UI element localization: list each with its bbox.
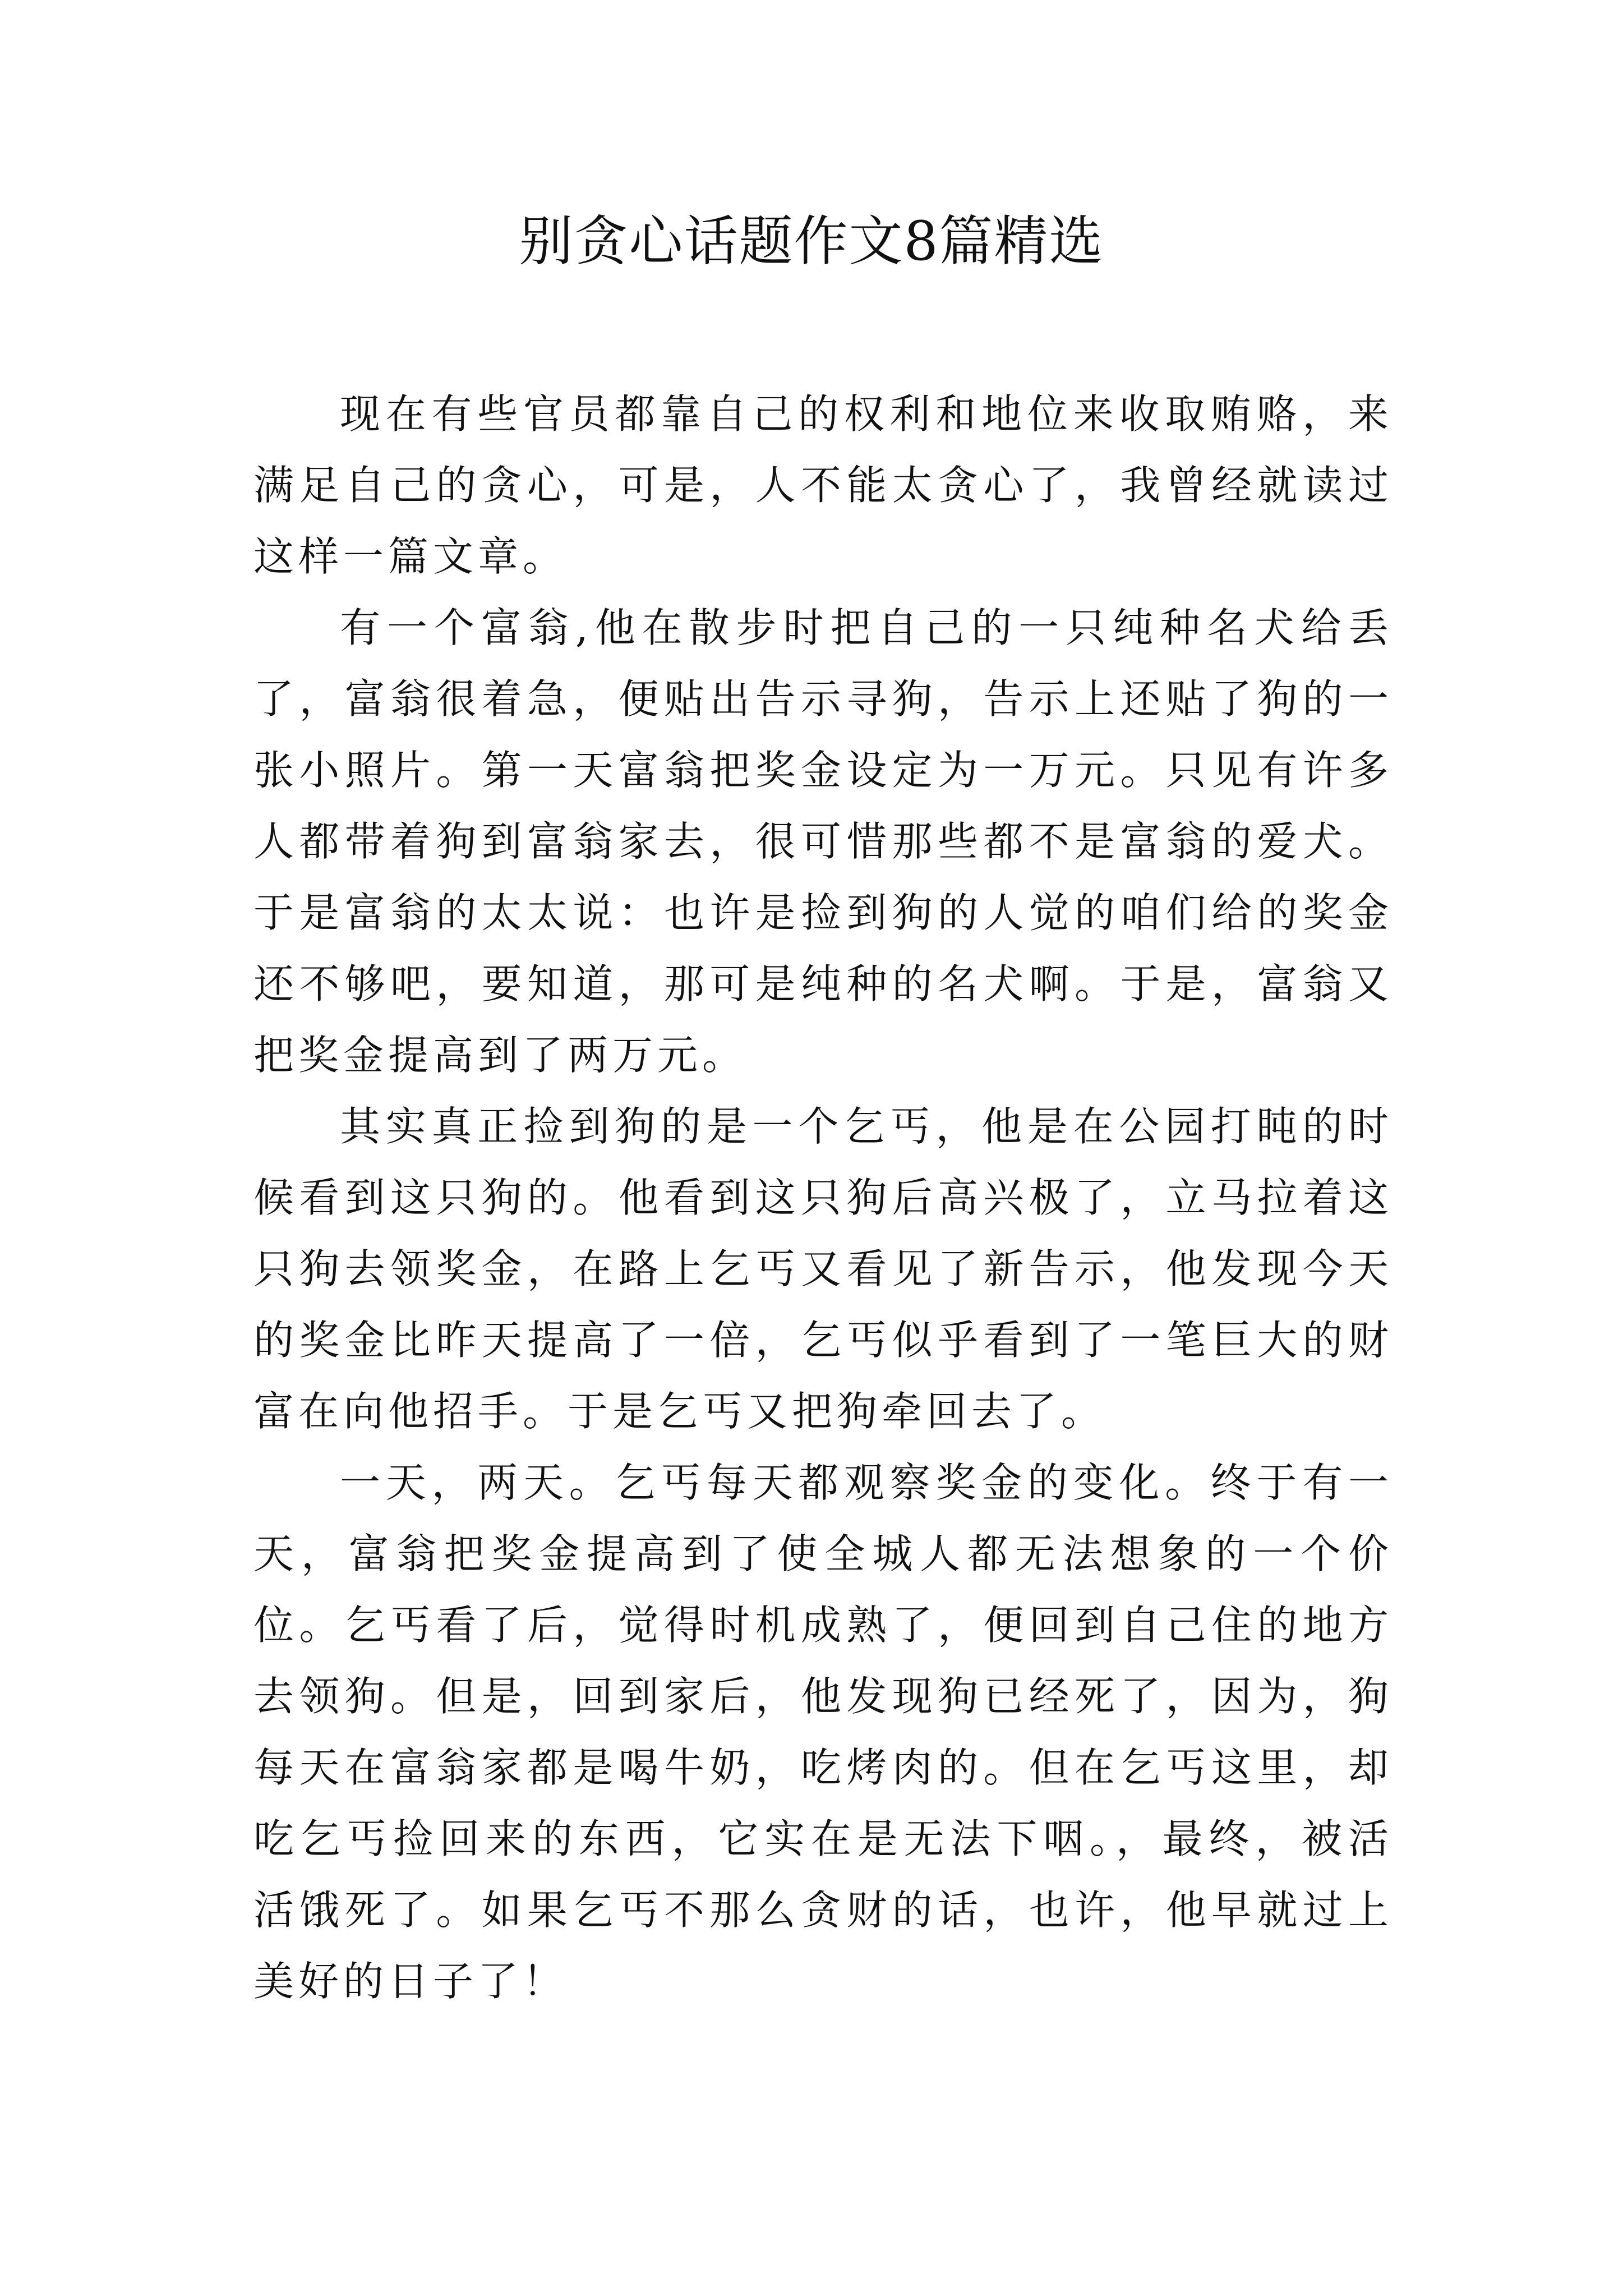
paragraph-1: 现在有些官员都靠自己的权利和地位来收取贿赂，来满足自己的贪心，可是，人不能太贪心了，我曾经就读过这样一篇文章。 xyxy=(253,390,1393,580)
paragraph-4: 一天，两天。乞丐每天都观察奖金的变化。终于有一天，富翁把奖金提高到了使全城人都无法想象的一个价位。乞丐看了后，觉得时机成熟了，便回到自己住的地方去领狗。但是，回到家后，他发现狗已经死了，因为，狗每天在富翁家都是喝牛奶，吃烤肉的。但在乞丐这里，却吃乞丐捡回来的东西，它实在是无法下咽。，最终，被活活饿死了。如果乞丐不那么贪财的话，也许，他早就过上美好的日子了！ xyxy=(253,1459,1393,2005)
document-body xyxy=(253,379,1393,2017)
paragraph-2: 有一个富翁,他在散步时把自己的一只纯种名犬给丢了，富翁很着急，便贴出告示寻狗，告示上还贴了狗的一张小照片。第一天富翁把奖金设定为一万元。只见有许多人都带着狗到富翁家去，很可惜那些都不是富翁的爱犬。于是富翁的太太说：也许是捡到狗的人觉的咱们给的奖金还不够吧，要知道，那可是纯种的名犬啊。于是，富翁又把奖金提高到了两万元。 xyxy=(253,604,1393,1079)
paragraph-3: 其实真正捡到狗的是一个乞丐，他是在公园打盹的时候看到这只狗的。他看到这只狗后高兴极了，立马拉着这只狗去领奖金，在路上乞丐又看见了新告示，他发现今天的奖金比昨天提高了一倍，乞丐似乎看到了一笔巨大的财富在向他招手。于是乞丐又把狗牵回去了。 xyxy=(253,1103,1393,1435)
document-title: 别贪心话题作文8篇精选 xyxy=(519,210,1104,273)
